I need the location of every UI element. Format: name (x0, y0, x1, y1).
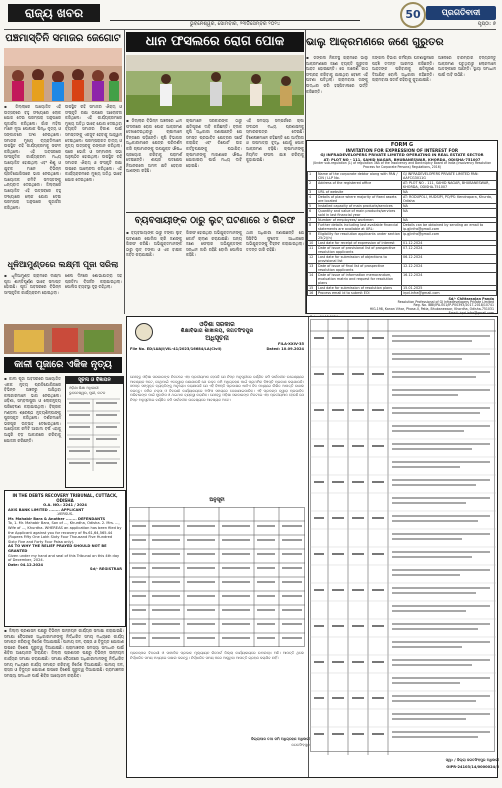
festival-photo (4, 48, 122, 102)
right-article-col-a: ▪ ଜଙ୍ଗଲ ନିକଟସ୍ଥ ଗ୍ରାମରେ ଭାଲୁ ଆକ୍ରମଣରେ ଜଣେ ବ୍ୟକ୍ତି ଗୁରୁତର ଆହତ ହୋଇଛନ୍ତି। ସେ ଜାଳେଣି କାଠ ସଂଗ୍ରହ କରିବାକୁ ଯାଇଥିବା ବେଳେ ଏହି ଘଟଣା ଘଟିଥିଲା। ଗ୍ରାମବାସୀ ତାଙ୍କୁ ଉଦ୍ଧାର କରି ହସ୍ପିଟାଲରେ ଭର୍ତ୍ତି କରିଛନ୍ତି। (306, 55, 368, 94)
form-g-row-label: Date of issue of final list of prospective resolution applicants (317, 263, 402, 272)
dateline: ଭୁବନେଶ୍ୱର, ସୋମବାର, ୨୩ଡିସେମ୍ବର ୨୦୨୪ (110, 20, 360, 28)
form-g-row-no: 12 (308, 254, 317, 263)
left-article-2-col-b: ଶେଷ ଦିନରେ ଶୋଭାଯାତ୍ରା ସହ ପ୍ରତିମା ବିସର୍ଜନ କରାଯାଇଥିଲା। ପୋଲିସ ବ୍ୟବସ୍ଥା ଦୃଢ଼ ରହିଥିଲା। (65, 273, 122, 290)
left-headline-3: କାଳୀ ପୂଜାରେ ଏକିକ ନୃତ୍ୟ (4, 357, 122, 373)
drt-given: Given under my hand and seal of this Tribunal on this 4th day of December, 2024. (8, 553, 120, 563)
main-article-col-c: ଏହି ସମସ୍ୟା ସମ୍ପର୍କରେ ଚାଷୀ ସଂଗଠନ ମଧ୍ୟ ପ୍ରଶାସନକୁ ସ୍ମାରକପତ୍ର ଦେଇଛି। ବିଶେଷଜ୍ଞମାନେ କହିଛନ୍ତି ଯେ ଆର୍ଦ୍ରତା ଓ ତାପମାତ୍ରା ବୃଦ୍ଧି ଯୋଗୁଁ ପୋକ ଆକ୍ରମଣ ବଢ଼ିଛି। ଚାଷୀମାନଙ୍କୁ ନିୟମିତ ଫସଲ ଯାଞ୍ଚ କରିବାକୁ କୁହାଯାଇଛି। (246, 118, 304, 163)
form-g-row-value: NA (402, 203, 497, 208)
form-g-sign-role: Resolution Professional of GJ Infradevelopers Private Limited (397, 299, 494, 304)
drt-defendants: Mr. Mahabir Bara & Another ........ DEFENDANTS (8, 516, 106, 521)
form-g-row-no: 15 (308, 285, 317, 290)
drt-title: IN THE DEBTS RECOVERY TRIBUNAL, CUTTACK, ODISHA (12, 493, 118, 503)
form-g-row-label: Name of the corporate debtor along with PAN / CIN / LLP No. (317, 171, 402, 180)
drt-case-no: O.A. NO.: 2241 / 2024 (43, 503, 87, 507)
section-name: ରାଜ୍ୟ ଖବର (8, 4, 100, 22)
govt-footer-ref: OIPR-24103/14/0000024/5 (446, 765, 499, 769)
main-article-col-b: ଚାଷୀମାନେ ସରକାରଙ୍କ ଠାରୁ କ୍ଷତିପୂରଣ ଦାବି କରିଛନ୍ତି। ବ୍ଲକ କୃଷି ଅଧିକାରୀ ଜଣାଇଛନ୍ତି ଯେ ସମସ୍ତ ପ୍ରଭାବିତ କ୍ଷେତ୍ରର ସର୍ଭେ କରାଯିବ ଏବଂ ରିପୋର୍ଟ ଉଚ୍ଚ କର୍ତ୍ତୃପକ୍ଷଙ୍କୁ ପଠାଯିବ। ଚାଷୀମାନଙ୍କୁ ମାଗଣାରେ ଔଷଧ ଯୋଗାଇବା ପାଇଁ ମଧ୍ୟ ଦାବି ହୋଇଛି। (186, 118, 242, 168)
form-g-row-no: 7 (308, 217, 317, 222)
form-g-notice (306, 140, 498, 314)
govt-schedule-title: ଅନୁସୂଚୀ (209, 497, 225, 503)
form-g-row-value: Details can be obtained by sending an email to ip.gjinfra@gmail.com (402, 222, 497, 231)
right-article-col-c: ଅଞ୍ଚଳରେ ବାରମ୍ବାର ବନ୍ୟଜନ୍ତୁ ଆକ୍ରମଣ ଘଟୁଥିବାରୁ ଲୋକମାନେ ଆତଙ୍କରେ ଅଛନ୍ତି। ସ୍ଥାୟୀ ସମାଧାନ ପାଇଁ ଦାବି ଉଠିଛି। (438, 55, 496, 77)
govt-head: ଅଧିସୂଚନା (205, 334, 229, 342)
form-g-reg: (Under sub-regulation (1) of regulation 36A of the Insolvency and Bankruptcy Board of India (Insolvency Resolution Process for Corporate Persons) Regulations, 2016) (312, 161, 492, 169)
govt-notice-divider (308, 317, 309, 777)
govt-footer-sign: ସ୍ୱା: / ଜିଲ୍ଲା ଜଗତସିଂହପୁର ଅଧିକାରୀ (445, 758, 499, 762)
classified-title: ସୂଚନା ଓ ବିଜ୍ଞାପନ (66, 377, 123, 384)
form-g-row-value: 06.12.2024 (402, 254, 497, 263)
form-g-company: GJ INFRADEVELOPERS PRIVATE LIMITED OPERATING IN REAL ESTATE SECTOR (320, 152, 484, 157)
govt-dept: ଶିକ୍ଷାବିଭାଗ ଶାଖାଳୟ, ଜଗତସିଂହପୁର (180, 328, 254, 334)
form-g-row-label: Further details including last available financial statements are available at URL: (317, 222, 402, 231)
form-g-row-value: 16.12.2024 (402, 272, 497, 285)
left-article-1-col-a: ▪ ଜିଲ୍ଲାରେ ଆୟୋଜିତ ଏହି ଉତ୍ସବରେ ବହୁ ସଂଖ୍ୟାରେ ଲୋକ ଯୋଗ ଦେଇ ପରମ୍ପରା ଅନୁସାରେ ପୂଜାର୍ଚ୍ଚନା କରିଥିଲେ। ଗାଁର ମହିଳା ମାନେ ନୂଆ ପୋଷାକ ପିନ୍ଧି ନୃତ୍ୟ ଓ ସଙ୍ଗୀତରେ ଅଂଶ ନେଇଥିଲେ। ସମାଜର ମୁଖ୍ୟ ବ୍ୟକ୍ତିମାନେ ଉପସ୍ଥିତ ରହି କାର୍ଯ୍ୟକ୍ରମକୁ ସଫଳ କରିଥିଲେ। ଏହି ଅବସରରେ ସାଂସ୍କୃତିକ କାର୍ଯ୍ୟକ୍ରମ ମଧ୍ୟ ଆୟୋଜିତ ହୋଇଥିଲା ଏବଂ ଶିଶୁ ଓ ଯୁବକ ମାନେ ବିଭିନ୍ନ ପ୍ରତିଯୋଗିତାରେ ଭାଗ ନେଇଥିଲେ। ଆୟୋଜକ କମିଟି ସମସ୍ତଙ୍କୁ ଧନ୍ୟବାଦ ଦେଇଥିଲେ। ଜିଲ୍ଲାରେ ଆୟୋଜିତ ଏହି ଉତ୍ସବରେ ବହୁ ସଂଖ୍ୟାରେ ଲୋକ ଯୋଗ ଦେଇ ପରମ୍ପରା ଅନୁସାରେ ପୂଜାର୍ଚ୍ଚନା କରିଥିଲେ। (4, 104, 61, 210)
drt-applicant: AXIS BANK LIMITED ........ APPLICANT (8, 507, 84, 512)
column-rule-1 (124, 30, 125, 314)
form-g-row-value: GJ INFRADEVELOPERS PRIVATE LIMITED PAN: AAFCG3011G (402, 171, 497, 180)
form-g-row (308, 245, 497, 254)
govt-file-row (127, 347, 307, 352)
form-g-row-no: 10 (308, 240, 317, 245)
form-g-row-value: NA (402, 217, 497, 222)
right-article-col-b: ଜଙ୍ଗଲ ବିଭାଗ କର୍ମଚାରୀ ଘଟଣାସ୍ଥଳରେ ପହଞ୍ଚି ତଦନ୍ତ ଆରମ୍ଭ କରିଛନ୍ତି। ଆହତଙ୍କ ପରିବାରକୁ କ୍ଷତିପୂରଣ ଦିଆଯିବ ବୋଲି ଅଧିକାରୀ କହିଛନ୍ତି। ଗ୍ରାମବାସୀ ସତର୍କ ରହିବାକୁ କୁହାଯାଇଛି। (372, 55, 434, 83)
form-g-row-no: 14 (308, 272, 317, 285)
odisha-emblem (135, 323, 153, 341)
govt-schedule-table-right (310, 319, 496, 755)
form-g-row-label: Number of employees/ workmen (317, 217, 402, 222)
form-g-row-no: 16 (308, 290, 317, 295)
govt-name: ଓଡ଼ିଶା ସରକାର (199, 321, 235, 328)
form-g-row-value: 01.12.2024 (402, 240, 497, 245)
left-headline-1: ପଞ୍ଚମାସ୍ତିନି ସମାଜର ଜେଗୋଟ (5, 33, 121, 44)
form-g-row (308, 231, 497, 240)
left-bottom-col: ▪ ଜିଲ୍ଲା ପ୍ରଶାସନ ପକ୍ଷରୁ ବିଭିନ୍ନ ଉନ୍ନୟନ କାର୍ଯ୍ୟର ସମୀକ୍ଷା କରାଯାଇଛି। ସମୀକ୍ଷା ବୈଠକରେ ଅଧିକାରୀମାନଙ୍କୁ ନିର୍ଦ୍ଧାରିତ ସମୟ ମଧ୍ୟରେ କାର୍ଯ୍ୟ ସମାପ୍ତ କରିବାକୁ ନିର୍ଦ୍ଦେଶ ଦିଆଯାଇଛି। ପାନୀୟ ଜଳ, ରାସ୍ତା ଓ ବିଦ୍ୟୁତ ଯୋଗାଣ ଉପରେ ବିଶେଷ ଗୁରୁତ୍ୱ ଦିଆଯାଇଛି। ଗ୍ରାମାଞ୍ଚଳର ସମସ୍ୟା ସମାଧାନ ପାଇଁ ଶିବିର ଆୟୋଜନ କରାଯିବ। ଜିଲ୍ଲା ପ୍ରଶାସନ ପକ୍ଷରୁ ବିଭିନ୍ନ ଉନ୍ନୟନ କାର୍ଯ୍ୟର ସମୀକ୍ଷା କରାଯାଇଛି। ସମୀକ୍ଷା ବୈଠକରେ ଅଧିକାରୀମାନଙ୍କୁ ନିର୍ଦ୍ଧାରିତ ସମୟ ମଧ୍ୟରେ କାର୍ଯ୍ୟ ସମାପ୍ତ କରିବାକୁ ନିର୍ଦ୍ଦେଶ ଦିଆଯାଇଛି। ପାନୀୟ ଜଳ, ରାସ୍ତା ଓ ବିଦ୍ୟୁତ ଯୋଗାଣ ଉପରେ ବିଶେଷ ଗୁରୁତ୍ୱ ଦିଆଯାଇଛି। ଗ୍ରାମାଞ୍ଚଳର ସମସ୍ୟା ସମାଧାନ ପାଇଁ ଶିବିର ଆୟୋଜନ କରାଯିବ। (4, 628, 124, 678)
main-headline-right: ଭାଲୁ ଆକ୍ରମଣରେ ଜଣେ ଗୁରୁତର (306, 36, 444, 48)
form-g-signatory: Sd/- Chittaranjan Panda (448, 296, 494, 301)
form-g-row-no: 4 (308, 194, 317, 203)
form-g-row-value: AT: PLOT NO - 111, SAHID NAGAR, BHUBANESWAR, KHORDA, ODISHA-751007 (402, 180, 497, 189)
form-g-row (308, 263, 497, 272)
form-g-row-label: Quantity and value of main products/services sold in last financial year (317, 208, 402, 217)
form-g-row-no: 1 (308, 171, 317, 180)
form-g-row-no: 5 (308, 203, 317, 208)
form-g-row-label: Date of issue of information memorandum, evaluation matrix and request for resolution plans (317, 272, 402, 285)
drt-date: Date: 04.12.2024 (8, 562, 43, 567)
form-g-row-no: 9 (308, 231, 317, 240)
main-article-col-a: ▪ ଜିଲ୍ଲାର ବିଭିନ୍ନ ଅଞ୍ଚଳରେ ଧାନ ଫସଲରେ ରୋଗ ପୋକ ଆକ୍ରମଣ ଦେଖାଦେଇଥିବାରୁ ଚାଷୀମାନେ ଚିନ୍ତାରେ ପଡ଼ିଛନ୍ତି। କୃଷି ବିଭାଗର ଅଧିକାରୀମାନେ କ୍ଷେତ୍ର ପରିଦର୍ଶନ କରି ଚାଷୀମାନଙ୍କୁ ଉପଯୁକ୍ତ ଔଷଧ ପ୍ରୟୋଗ କରିବାକୁ ପରାମର୍ଶ ଦେଇଛନ୍ତି। ଶୀଘ୍ର ପଦକ୍ଷେପ ନିଆନଗଲେ ଅମଳ କ୍ଷତି ହେବାର ଆଶଙ୍କା ରହିଛି। (126, 118, 182, 174)
form-g-row-value: 07.12.2024 (402, 245, 497, 254)
form-g-sign-addr: HIG-198, Kanan Vihar, Phase-II, Patia, Bhubaneswar, Khordha, Odisha-751031 (369, 307, 494, 312)
form-g-row (308, 171, 497, 180)
anniversary-logo: 50 (400, 2, 426, 28)
form-g-row-no: 6 (308, 208, 317, 217)
form-g-row-label: Last date for receipt of expression of interest (317, 240, 402, 245)
govt-notice-body: ଯେହେତୁ ଓଡ଼ିଶା ସରକାରଙ୍କ ନିକଟରେ ଏହା ପ୍ରତୀୟମାନ ହେଉଛି ଯେ ନିମ୍ନ ଅନୁସୂଚୀରେ ବର୍ଣ୍ଣିତ ଜମି ସାର୍ବଜନୀନ ଉଦ୍ଦେଶ୍ୟରେ ଆବଶ୍ୟକ ଅଟେ, ସେଥିପାଇଁ ଏତଦ୍ୱାରା ଜଣାଯାଉଛି ଯେ ଉକ୍ତ ଜମି ଅଧିଗ୍ରହଣ ପାଇଁ ପ୍ରାଥମିକ ବିଜ୍ଞପ୍ତି ପ୍ରକାଶ କରାଯାଉଛି। ସମସ୍ତ ସମ୍ପୃକ୍ତ ବ୍ୟକ୍ତିଙ୍କୁ ଅନୁରୋଧ କରାଯାଉଛି ଯେ ଏହି ବିଜ୍ଞପ୍ତି ପ୍ରକାଶର ଷାଠିଏ ଦିନ ମଧ୍ୟରେ ଲିଖିତ ଆପତ୍ତି ଦାଖଲ କରନ୍ତୁ। ଜମିର ନକ୍ସା ଓ ବିବରଣୀ କାର୍ଯ୍ୟାଳୟରେ ଅଫିସ ସମୟରେ ଦେଖାଯାଇପାରିବ। ଏହି ପ୍ରକଳ୍ପ ଦ୍ୱାରା ପ୍ରଭାବିତ ପରିବାରଙ୍କ ପାଇଁ ପୁନର୍ବାସ ଓ ଥଇଥାନ ବ୍ୟବସ୍ଥା କରାଯିବ। ଯେହେତୁ ଓଡ଼ିଶା ସରକାରଙ୍କ ନିକଟରେ ଏହା ପ୍ରତୀୟମାନ ହେଉଛି ଯେ ନିମ୍ନ ଅନୁସୂଚୀରେ ବର୍ଣ୍ଣିତ ଜମି ସାର୍ବଜନୀନ ଉଦ୍ଦେଶ୍ୟରେ ଆବଶ୍ୟକ ଅଟେ। (130, 375, 304, 402)
form-g-address: AT: PLOT NO - 111, SAHID NAGAR, BHUBANESWAR, KHORDA, ODISHA-751007 (323, 157, 481, 162)
form-g-row-no: 13 (308, 263, 317, 272)
form-g-sign-email: Email: irpd.infra@gmail.com (448, 310, 494, 315)
classified-line-2: ଭୁବନେଶ୍ୱର, ପୁରୀ, କଟକ (69, 390, 106, 395)
form-g-row (308, 208, 497, 217)
form-g-row-label: Details of place where majority of fixed assets are located (317, 194, 402, 203)
drt-registrar: Sd/- REGISTRAR (89, 567, 122, 572)
form-g-row-value: ip.gjinfra@gmail.com (402, 231, 497, 240)
form-g-row-no: 8 (308, 222, 317, 231)
main-headline: ଧାନ ଫସଲରେ ରୋଗ ପୋକ (126, 32, 304, 52)
govt-sign-place: ଜଗତସିଂହପୁର (291, 743, 310, 747)
classified-grid (66, 395, 121, 475)
form-g-row-label: Process email id to submit EOI (317, 290, 402, 295)
header-rule (4, 29, 496, 30)
form-g-table (307, 171, 497, 296)
form-g-row-no: 3 (308, 189, 317, 194)
form-g-row-value: 15.01.2025 (402, 285, 497, 290)
mid-article-2-col-c: ଥାନା ଅଧିକାରୀ ଜଣାଇଛନ୍ତି ଯେ ସିସିଟିଭି ଫୁଟେଜ ଆଧାରରେ ଅଭିଯୁକ୍ତଙ୍କୁ ଚିହ୍ନଟ କରାଯାଇଥିଲା। ତଦନ୍ତ ଜାରି ରହିଛି। (246, 230, 304, 252)
form-g-row (308, 290, 497, 295)
form-g-row-label: Eligibility for resolution applicants under section 25(2)(h) (318, 231, 400, 240)
left-article-2-col-a: ▪ ଧୂଳିଆମୁଣ୍ଡ ଗ୍ରାମରେ ଲକ୍ଷ୍ମୀ ପୂଜା ଶାନ୍ତିପୂର୍ଣ୍ଣ ଭାବେ ସମାପ୍ତ ହୋଇଛି। ପୂଜା ଅବସରରେ ବିଭିନ୍ନ ସାଂସ୍କୃତିକ କାର୍ଯ୍ୟକ୍ରମ ହୋଇଥିଲା। (4, 273, 61, 295)
form-g-row-value: AT: RODUPOLI, HUDSIPI, PO/PS: Kendrapara, Khurda, Odisha (402, 194, 497, 203)
form-g-row-value: NA (402, 208, 497, 217)
paddy-field-photo (126, 55, 304, 115)
form-g-row-value: 12.12.2024 (402, 263, 497, 272)
form-g-row-label: URL of website (317, 189, 402, 194)
govt-notice (126, 316, 498, 778)
form-g-subtitle: INVITATION FOR EXPRESSION OF INTEREST FOR (345, 148, 459, 153)
govt-file-no: File No. ED/LUAJI/VIL-41/2023/16684/LA(Civil) (130, 346, 222, 351)
festival-photo-image (4, 48, 122, 102)
left-headline-2: ଧୂଳିଆମୁଣ୍ଡରେ ଲକ୍ଷ୍ମୀ ପୂଜା ସରିଲା (7, 259, 119, 269)
form-g-row-label: Date of issue of provisional list of prospective resolution applicants (317, 245, 402, 254)
form-g-row-label: Installed capacity of main products/services (317, 203, 402, 208)
masthead (0, 0, 500, 28)
left-article-3-col-a: ▪ କାଳୀ ପୂଜା ଅବସରରେ ଆୟୋଜିତ ଏକକ ନୃତ୍ୟ ପ୍ରତିଯୋଗିତାରେ ବିଭିନ୍ନ ଅଞ୍ଚଳରୁ ଆସିଥିବା କଳାକାରମାନେ ଭାଗ ନେଇଥିଲେ। ଓଡ଼ିଶୀ, ସମ୍ବଲପୁରୀ ଓ ଲୋକନୃତ୍ୟ ପରିବେଷଣ କରାଯାଇଥିଲା। ବିଚାରକ ମଣ୍ଡଳୀ ଶ୍ରେଷ୍ଠ ନୃତ୍ୟଶିଳ୍ପୀଙ୍କୁ ପୁରସ୍କୃତ କରିଥିଲେ। ଦର୍ଶକମାନେ ଭରପୂର ଉତ୍ସାହ ଦେଖାଇଥିଲେ। ଆୟୋଜକ କମିଟି ଆଗାମୀ ବର୍ଷ ଏହାକୁ ଆହୁରି ବଡ଼ ଆକାରରେ କରିବାକୁ ଯୋଜନା କରିଛନ୍ତି। (4, 376, 61, 443)
form-g-row-label: Last date for submission of objections to provisional list (317, 254, 402, 263)
form-g-row-label: Address of the registered office (317, 180, 402, 189)
drt-body: To, 1. Mr. Mahabir Bara, Son of ..., Khurdha, Odisha. 2. Mrs. ..., Wife of ..., Khurdha. WHEREAS an application has been filed by the Applicant against you for recovery of Rs.61,64,565.44 (Rupees Fifty One Lakh Sixty Four Thousand Five Hundred Sixty Five and Forty Four Paisa only). (8, 521, 122, 544)
puja-photo-image (4, 324, 122, 354)
paddy-field-image (126, 55, 304, 115)
drt-notice-line: AS TO WHY THE RELIEF PRAYED SHOULD NOT BE GRANTED (8, 544, 107, 553)
form-g-row (308, 272, 497, 285)
mid-article-2-col-a: ▪ ବ୍ୟବସାୟୀଙ୍କ ଠାରୁ ଟଙ୍କା ଲୁଟ୍ ଘଟଣାରେ ପୋଲିସ ଚାରି ଜଣଙ୍କୁ ଗିରଫ କରିଛି। ଅଭିଯୁକ୍ତମାନଙ୍କ ଠାରୁ ଲୁଟ୍ ଟଙ୍କା ଓ ଏକ ବାଇକ ଜବତ କରାଯାଇଛି। (126, 230, 182, 258)
govt-notice-body-2: ପ୍ରକଳ୍ପର ବିବରଣୀ ଓ ସାମାଜିକ ପ୍ରଭାବ ମୂଲ୍ୟାୟନ ରିପୋର୍ଟ ଜିଲ୍ଲା କାର୍ଯ୍ୟାଳୟରେ ଉପଲବ୍ଧ ଅଛି। ଆପତ୍ତି ଥିଲେ ନିର୍ଦ୍ଧାରିତ ସମୟ ମଧ୍ୟରେ ଦାଖଲ କରନ୍ତୁ। ନିର୍ଦ୍ଧାରିତ ସମୟ ପରେ ଆସୁଥିବା ଆପତ୍ତି ଗ୍ରହଣ କରାଯିବ ନାହିଁ। (130, 651, 304, 660)
form-g-row (308, 180, 497, 189)
newspaper-brand: ପ୍ରଗତିବାଦୀ (426, 6, 496, 20)
govt-notice-left (127, 317, 310, 777)
form-g-row (308, 254, 497, 263)
govt-dated: Dated: 10.09.2024 (266, 346, 304, 351)
form-g-row-no: 11 (308, 245, 317, 254)
form-g-title: FORM G (390, 142, 414, 148)
form-g-sign-reg: Reg. No. IBBI/IPA-001/IP-P00393/2017-2018/10741 (413, 303, 494, 308)
form-g-row-value: NA (402, 189, 497, 194)
mid-article-2-col-b: ଗିରଫ ହୋଇଥିବା ଅଭିଯୁକ୍ତମାନଙ୍କୁ କୋର୍ଟ ଚାଲାଣ କରାଯାଇଛି। ଅନ୍ୟ ଜଣେ ଫେରାର ଅଭିଯୁକ୍ତଙ୍କ ସନ୍ଧାନ ଜାରି ରହିଛି ବୋଲି ପୋଲିସ କହିଛି। (186, 230, 242, 258)
govt-schedule-table-left (129, 507, 305, 647)
govt-ref: FILA-XXIV-35 (278, 342, 304, 346)
drt-notice (4, 490, 126, 627)
left-article-1-col-b: ଉପସ୍ଥିତ ରହି ସମାଜର ଐକ୍ୟ ଓ ସଂସ୍କୃତି ରକ୍ଷା ଉପରେ ଆଲୋଚନା କରିଥିଲେ। ଏହି କାର୍ଯ୍ୟକ୍ରମରେ ମୁଖ୍ୟ ଅତିଥି ଭାବେ ଯୋଗ ଦେଇଥିବା ବ୍ୟକ୍ତି ସମାଜର ବିକାଶ ପାଇଁ ସମସ୍ତଙ୍କୁ ଏକଜୁଟ ହେବାକୁ ଆହ୍ୱାନ ଦେଇଥିଲେ। ପରମ୍ପରାଗତ ବାଦ୍ୟ ଓ ନୃତ୍ୟ ଉତ୍ସବକୁ ରଙ୍ଗୀନ କରିଥିଲା। ପରେ ଭୋଜି ଓ ସମ୍ମାନନା ସଭା ଅନୁଷ୍ଠିତ ହୋଇଥିଲା। ଉପସ୍ଥିତ ରହି ସମାଜର ଐକ୍ୟ ଓ ସଂସ୍କୃତି ରକ୍ଷା ଉପରେ ଆଲୋଚନା କରିଥିଲେ। ଏହି କାର୍ଯ୍ୟକ୍ରମରେ ମୁଖ୍ୟ ଅତିଥି ଭାବେ ଯୋଗ ଦେଇଥିଲେ। (65, 104, 122, 182)
form-g-row-label: Last date for submission of resolution plans (317, 285, 402, 290)
form-g-row-no: 2 (308, 180, 317, 189)
form-g-row (308, 222, 497, 231)
classified-box (65, 376, 124, 488)
mid-headline-2: ବ୍ୟବସାୟୀଙ୍କ ଠାରୁ ଲୁଟ୍ ଘଟଣାରେ ୪ ଗିରଫ (126, 212, 304, 229)
column-rule-2 (305, 30, 306, 314)
classified-line-1: ଓଡ଼ିଶା ଶିକ୍ଷା ଅଧିକାରୀ (69, 386, 99, 390)
form-g-row (308, 194, 497, 203)
drt-versus: -VERSUS- (56, 512, 74, 517)
form-g-row-value: irpd.infra@gmail.com (402, 290, 497, 295)
lakshmi-puja-photo (4, 324, 122, 354)
govt-sign: ଜିଲ୍ଲାପାଳ ତଥା ଜମି ଅଧିଗ୍ରହଣ ଅଧିକାରୀ (251, 737, 310, 741)
page-number: ପୃଷ୍ଠା: ୭ (477, 21, 496, 27)
